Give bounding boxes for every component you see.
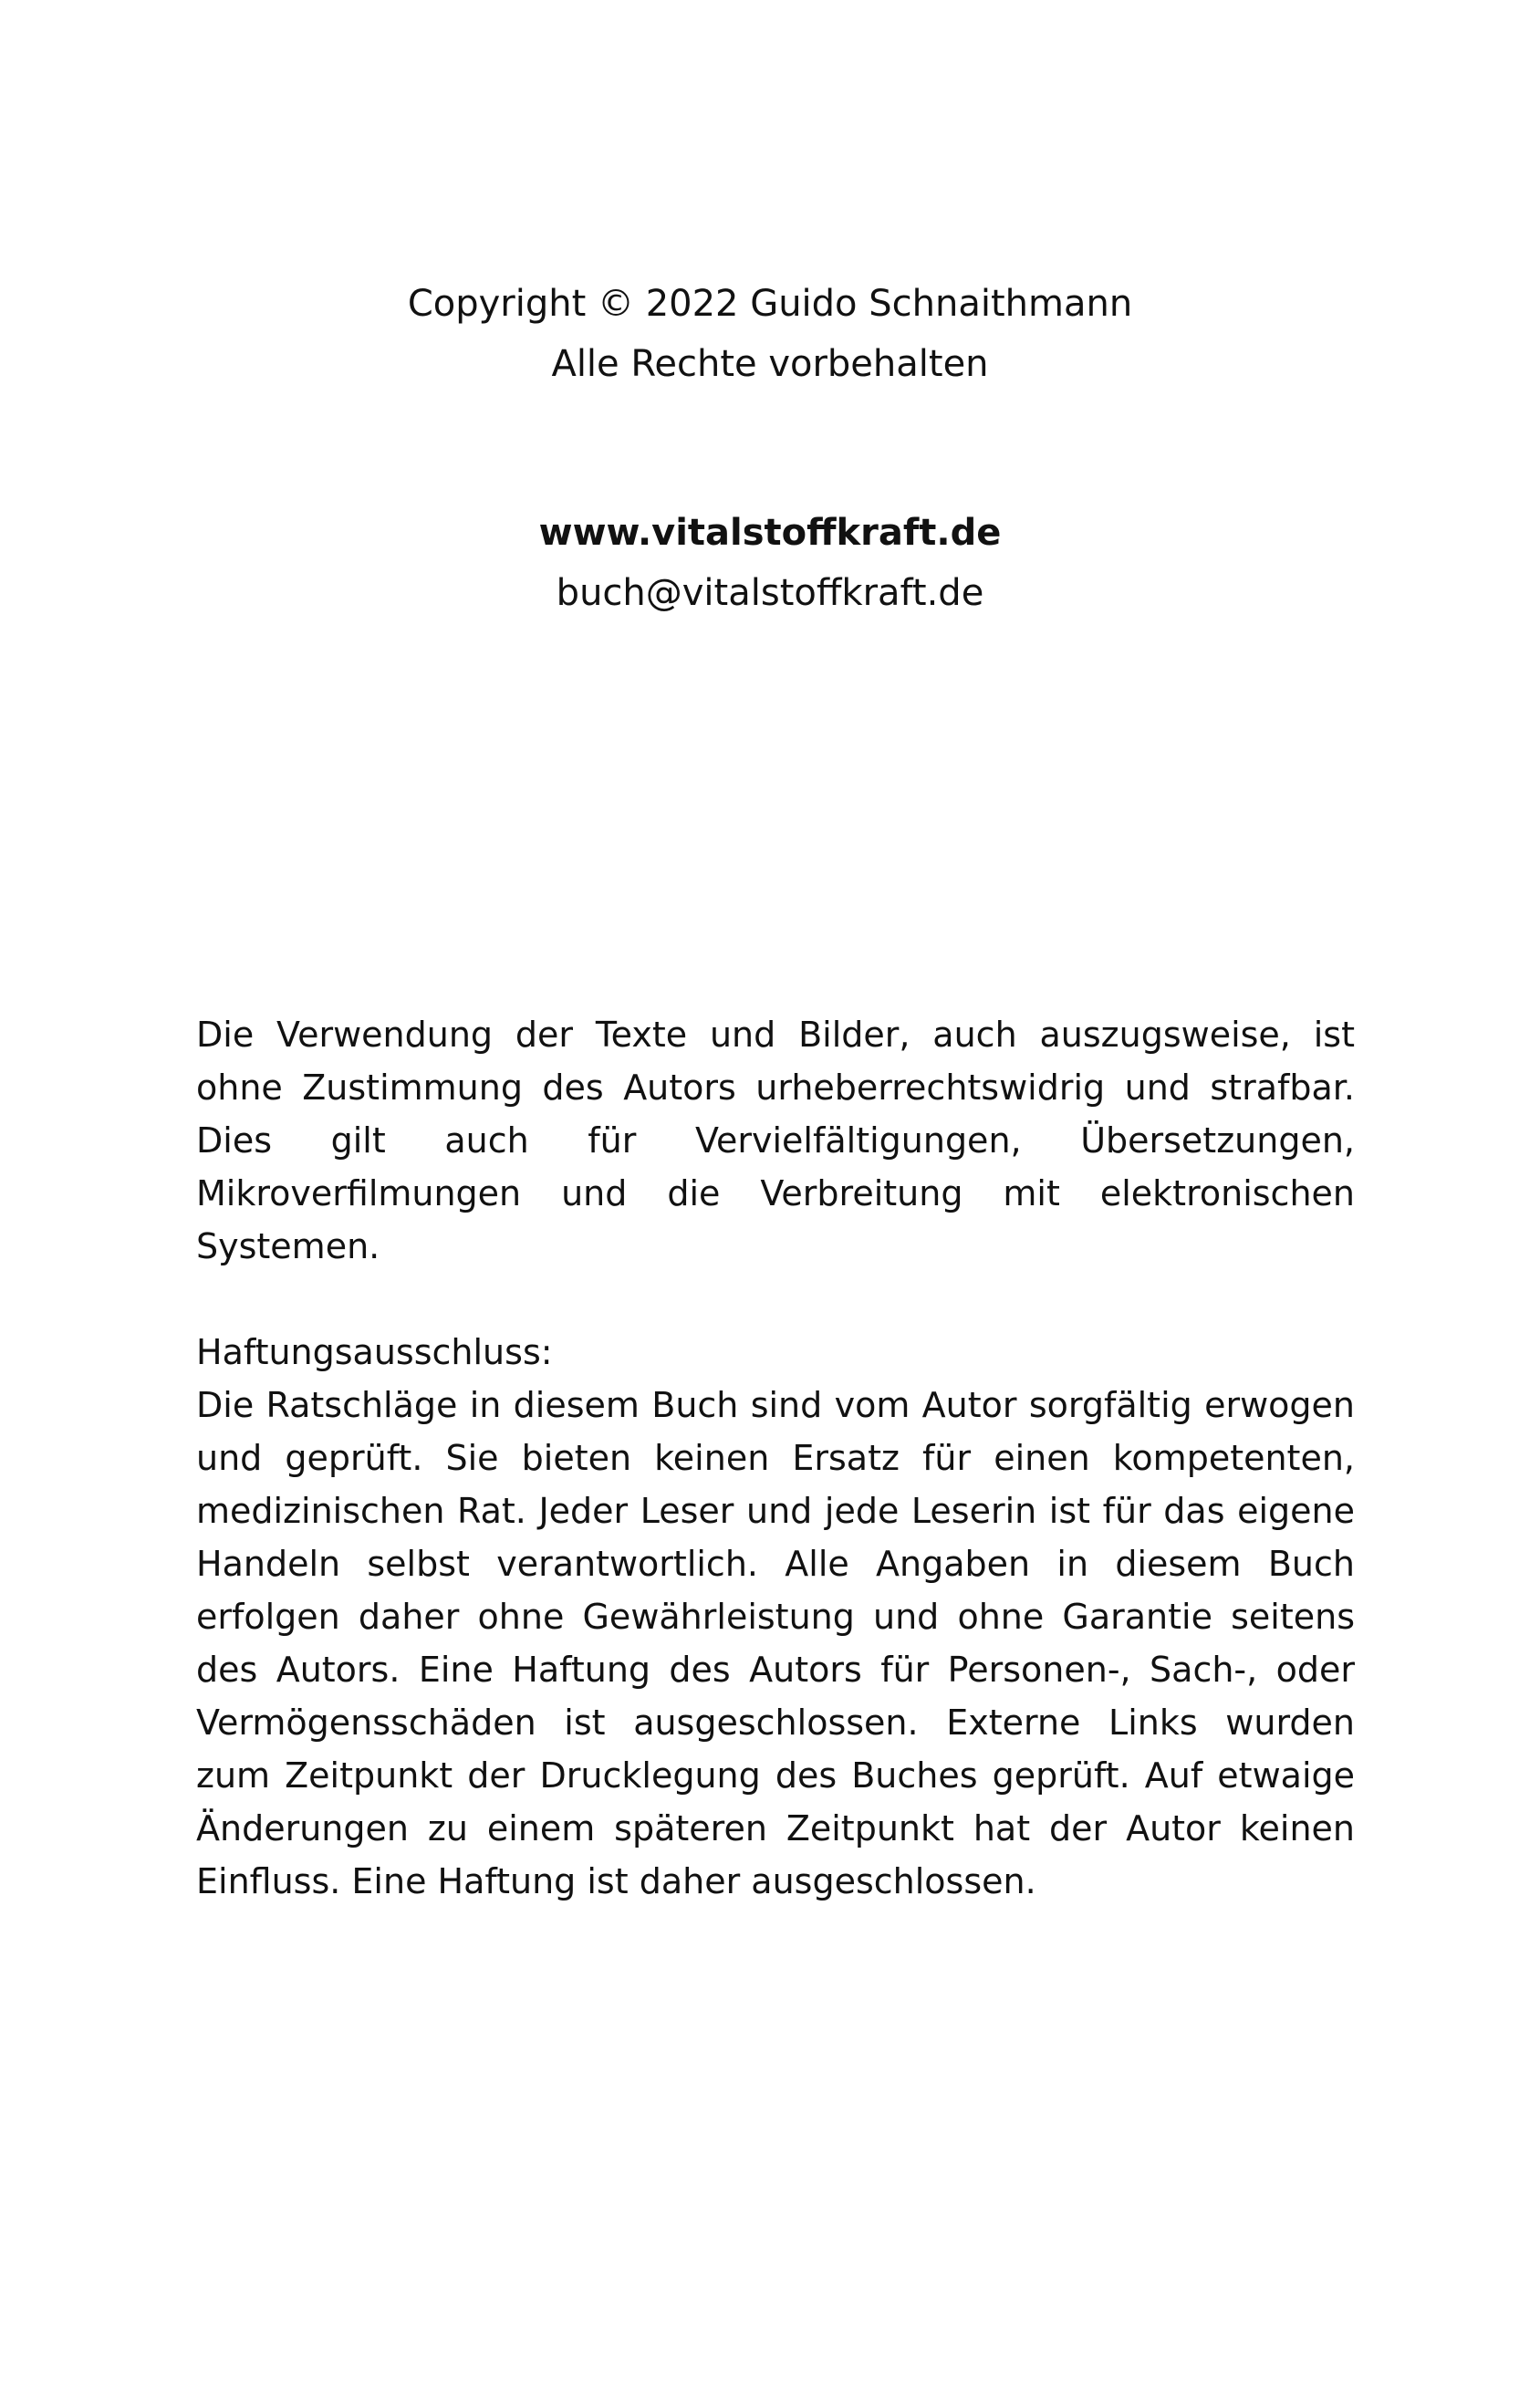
- usage-notice-paragraph: Die Verwendung der Texte und Bilder, auch auszugsweise, ist ohne Zustimmung des Autors urheberrechtswidrig und strafbar. Dies gilt auch für Vervielfältigungen, Übersetzungen, Mikroverfilmungen und die Verbreitung mit elektronischen Systemen.: [196, 1015, 1355, 1266]
- contact-block: [0, 503, 1540, 623]
- paragraph-spacer: [196, 1273, 1355, 1326]
- website-link[interactable]: www.vitalstoffkraft.de: [538, 512, 1002, 554]
- rights-reserved-line: Alle Rechte vorbehalten: [551, 343, 989, 385]
- disclaimer-heading: Haftungsausschluss:: [196, 1332, 553, 1372]
- copyright-block: [0, 274, 1540, 394]
- email-link[interactable]: buch@vitalstoffkraft.de: [556, 572, 984, 614]
- disclaimer-paragraph: Die Ratschläge in diesem Buch sind vom Autor sorgfältig erwogen und geprüft. Sie bieten keinen Ersatz für einen kompetenten, medizinischen Rat. Jeder Leser und jede Leserin ist für das eigene Handeln selbst verantwortlich. Alle Angaben in diesem Buch erfolgen daher ohne Gewährleistung und ohne Garantie seitens des Autors. Eine Haftung des Autors für Personen-, Sach-, oder Vermögensschäden ist ausgeschlossen. Externe Links wurden zum Zeitpunkt der Drucklegung des Buches geprüft. Auf etwaige Änderungen zu einem späteren Zeitpunkt hat der Autor keinen Einfluss. Eine Haftung ist daher ausgeschlossen.: [196, 1385, 1355, 1901]
- legal-text: [196, 1008, 1355, 1908]
- copyright-line: Copyright © 2022 Guido Schnaithmann: [407, 283, 1133, 325]
